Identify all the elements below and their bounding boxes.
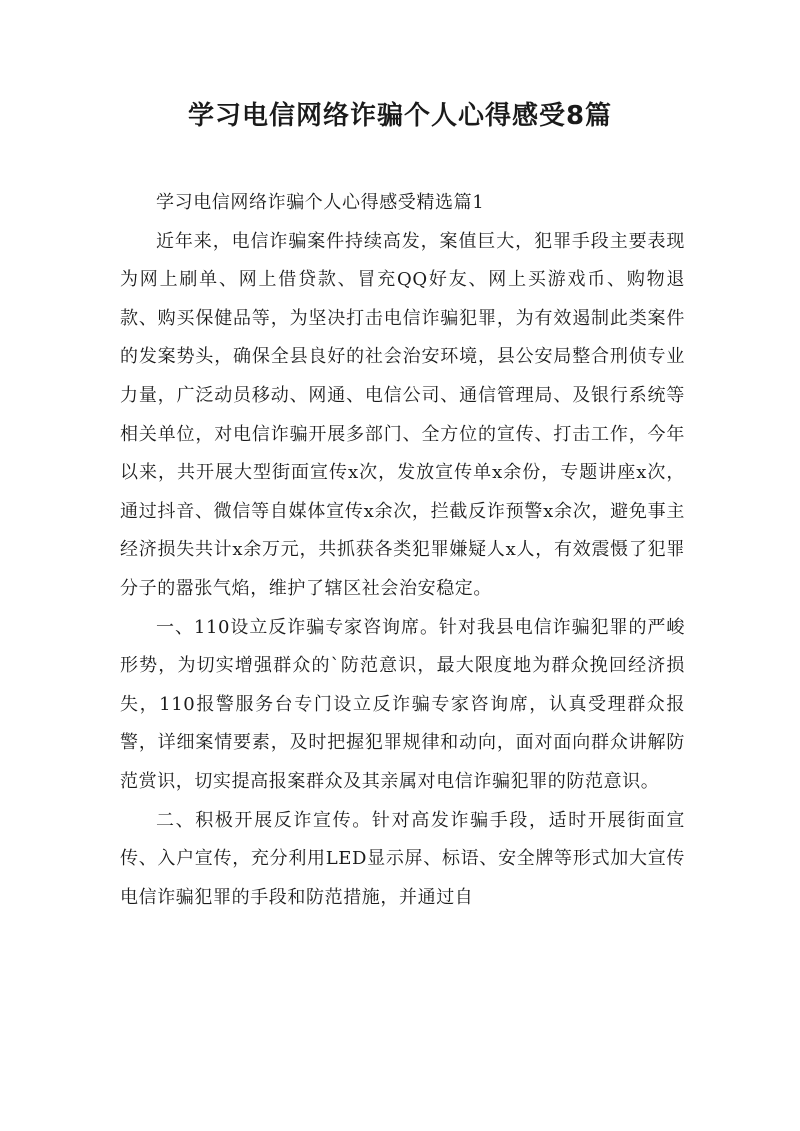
document-title: 学习电信网络诈骗个人心得感受8篇	[187, 101, 613, 131]
section-heading: 学习电信网络诈骗个人心得感受精选篇1	[156, 192, 485, 213]
paragraph-section-two: 二、积极开展反诈宣传。针对高发诈骗手段，适时开展街面宣传、入户宣传，充分利用LED显示屏、标语、安全牌等形式加大宣传电信诈骗犯罪的手段和防范措施，并通过自	[120, 809, 685, 908]
paragraph-intro: 近年来，电信诈骗案件持续高发，案值巨大，犯罪手段主要表现为网上刷单、网上借贷款、冒充QQ好友、网上买游戏币、购物退款、购买保健品等，为坚决打击电信诈骗犯罪，为有效遏制此类案件的发案势头，确保全县良好的社会治安环境，县公安局整合刑侦专业力量，广泛动员移动、网通、电信公司、通信管理局、及银行系统等相关单位，对电信诈骗开展多部门、全方位的宣传、打击工作，今年以来，共开展大型街面宣传x次，发放宣传单x余份，专题讲座x次，通过抖音、微信等自媒体宣传x余次，拦截反诈预警x余次，避免事主经济损失共计x余万元，共抓获各类犯罪嫌疑人x人，有效震慑了犯罪分子的嚣张气焰，维护了辖区社会治安稳定。	[120, 230, 685, 599]
paragraph-section-one: 一、110设立反诈骗专家咨询席。针对我县电信诈骗犯罪的严峻形势，为切实增强群众的`防范意识，最大限度地为群众挽回经济损失，110报警服务台专门设立反诈骗专家咨询席，认真受理群众报警，详细案情要素，及时把握犯罪规律和动向，面对面向群众讲解防范赏识，切实提高报案群众及其亲属对电信诈骗犯罪的防范意识。	[120, 616, 685, 792]
document-body	[120, 184, 685, 917]
